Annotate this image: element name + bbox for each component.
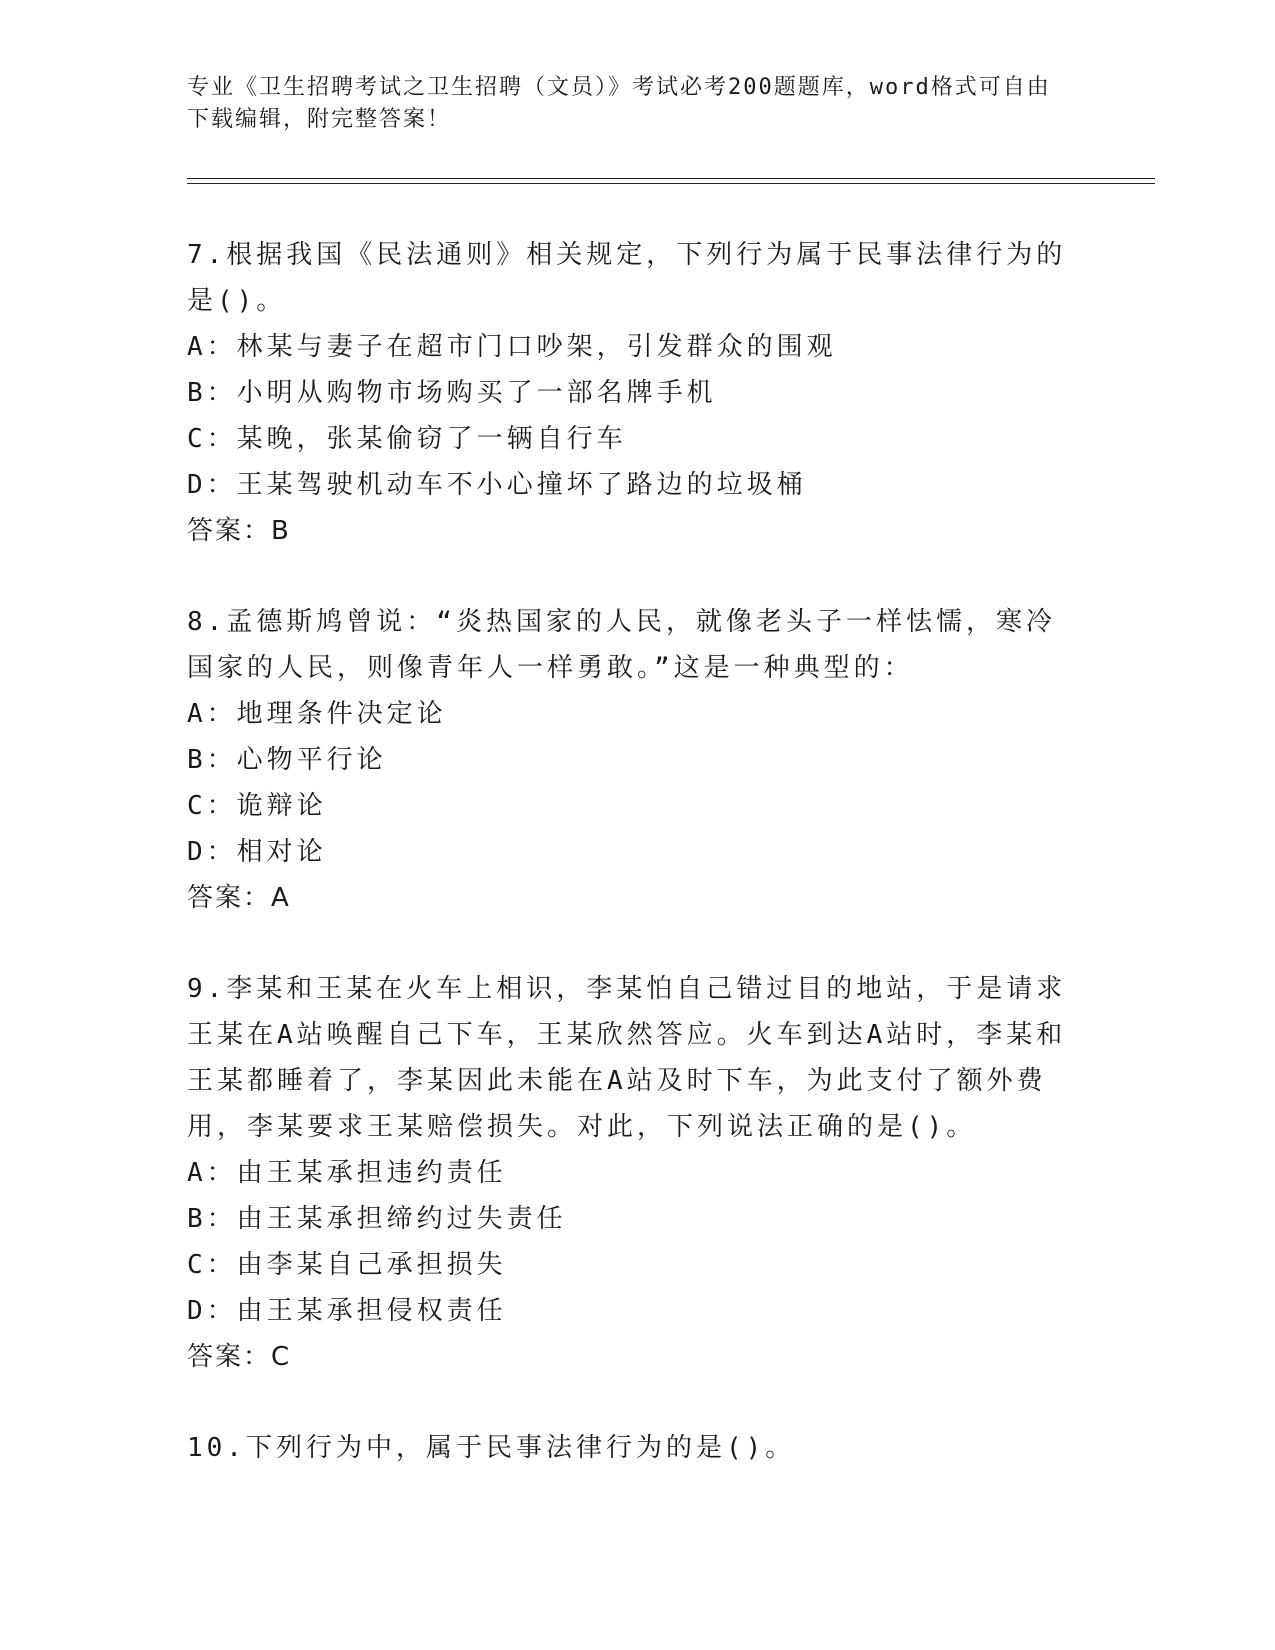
question-item [187, 232, 1067, 554]
document-header: 专业《卫生招聘考试之卫生招聘（文员）》考试必考200题题库，word格式可自由下载编辑，附完整答案！ [187, 75, 1051, 132]
question-list [187, 232, 1067, 1471]
answer-line: 答案：B [187, 516, 291, 546]
option-a: A：由王某承担违约责任 [187, 1158, 507, 1188]
question-stem: 8.孟德斯鸠曾说：“炎热国家的人民，就像老头子一样怯懦，寒冷国家的人民，则像青年人一样勇敢。”这是一种典型的： [187, 607, 1056, 683]
option-d: D：由王某承担侵权责任 [187, 1296, 507, 1326]
option-d: D：相对论 [187, 837, 327, 867]
option-c: C：诡辩论 [187, 791, 327, 821]
option-d: D：王某驾驶机动车不小心撞坏了路边的垃圾桶 [187, 470, 807, 500]
question-spacer [187, 1380, 1067, 1425]
question-stem: 7.根据我国《民法通则》相关规定，下列行为属于民事法律行为的是()。 [187, 240, 1067, 316]
option-a: A：林某与妻子在超市门口吵架，引发群众的围观 [187, 332, 837, 362]
question-item [187, 966, 1067, 1380]
question-spacer [187, 554, 1067, 599]
option-b: B：心物平行论 [187, 745, 387, 775]
option-a: A：地理条件决定论 [187, 699, 447, 729]
option-c: C：某晚，张某偷窃了一辆自行车 [187, 424, 627, 454]
answer-line: 答案：A [187, 883, 291, 913]
option-b: B：小明从购物市场购买了一部名牌手机 [187, 378, 717, 408]
question-item [187, 1425, 1067, 1471]
option-b: B：由王某承担缔约过失责任 [187, 1204, 567, 1234]
answer-line: 答案：C [187, 1342, 292, 1372]
header-divider-top [187, 178, 1155, 179]
question-stem: 9.李某和王某在火车上相识，李某怕自己错过目的地站，于是请求王某在A站唤醒自己下车，王某欣然答应。火车到达A站时，李某和王某都睡着了，李某因此未能在A站及时下车，为此支付了额外费用，李某要求王某赔偿损失。对此，下列说法正确的是()。 [187, 974, 1067, 1142]
header-divider-bottom [187, 183, 1155, 184]
question-stem: 10.下列行为中，属于民事法律行为的是()。 [187, 1433, 796, 1463]
question-spacer [187, 921, 1067, 966]
option-c: C：由李某自己承担损失 [187, 1250, 507, 1280]
question-item [187, 599, 1067, 921]
